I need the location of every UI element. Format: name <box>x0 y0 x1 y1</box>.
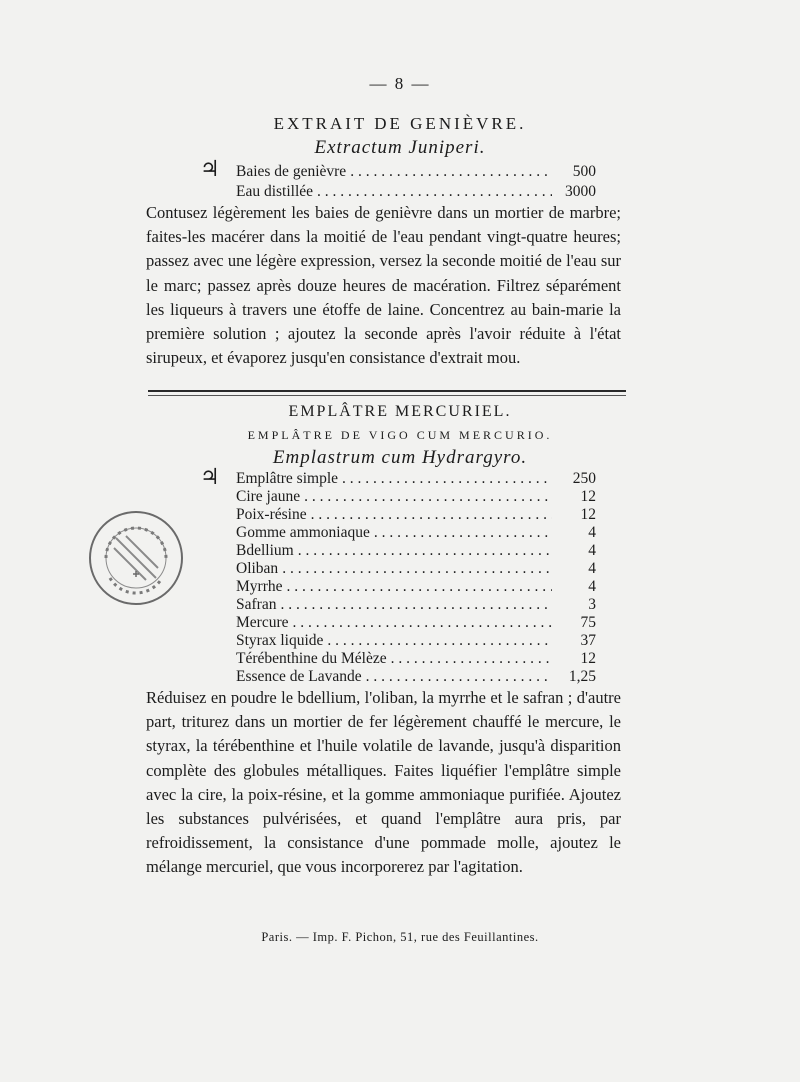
ingredient-qty: 1,25 <box>568 668 596 685</box>
ingredient-row <box>236 667 596 687</box>
ingredient-name: Eau distillée <box>236 183 314 200</box>
section2-title: EMPLÂTRE MERCURIEL. <box>288 403 512 420</box>
ingredient-qty: 12 <box>580 650 596 667</box>
ingredient-name: Baies de genièvre <box>236 163 347 180</box>
section1-title: EXTRAIT DE GENIÈVRE. <box>273 114 527 133</box>
ingredient-qty: 4 <box>588 542 596 559</box>
ingredient-qty: 3 <box>588 596 596 613</box>
ingredient-row <box>236 182 596 202</box>
ingredient-name: Oliban <box>236 560 279 577</box>
ingredient-qty: 500 <box>572 163 596 180</box>
ingredient-name: Safran <box>236 596 277 613</box>
ingredient-name: Emplâtre simple <box>236 470 339 487</box>
ingredient-name: Bdellium <box>236 542 294 559</box>
ingredient-row <box>236 649 596 669</box>
library-stamp <box>86 508 186 608</box>
ingredient-row <box>236 559 596 579</box>
ingredient-row <box>236 505 596 525</box>
ingredient-qty: 12 <box>580 488 596 505</box>
ingredient-qty: 75 <box>580 614 596 631</box>
ingredient-qty: 250 <box>572 470 596 487</box>
ingredient-qty: 3000 <box>565 183 596 200</box>
section-divider-thin <box>148 395 626 396</box>
ingredient-row <box>236 469 596 489</box>
ingredient-row <box>236 613 596 633</box>
ingredient-row <box>236 595 596 615</box>
section1-latin-title: Extractum Juniperi. <box>314 137 486 158</box>
ingredient-row <box>236 577 596 597</box>
ingredient-name: Gomme ammoniaque <box>236 524 370 541</box>
ingredient-row <box>236 631 596 651</box>
ingredient-qty: 4 <box>588 578 596 595</box>
ingredient-qty: 4 <box>588 560 596 577</box>
ingredient-name: Poix-résine <box>236 506 307 523</box>
section2-instructions: Réduisez en poudre le bdellium, l'oliban, la myrrhe et le safran ; d'autre part, triturez dans un mortier de fer légèrement chauffé le mercure, le styrax, la térébenthine et l'huile volatile de lavande, jusqu'à disparition complète des globules métalliques. Faites liquéfier l'emplâtre simple avec la cire, la poix-résine, et la gomme ammoniaque purifiée. Ajoutez les substances pulvérisées, et quand l'emplâtre aura pris, par refroidissement, la consistance d'une pommade molle, ajoutez le mélange mercuriel, que vous incorporerez par l'agitation. <box>146 688 621 877</box>
ingredient-row <box>236 541 596 561</box>
ingredient-row <box>236 162 596 182</box>
ingredient-qty: 12 <box>580 506 596 523</box>
section-divider <box>148 390 626 392</box>
ingredient-name: Mercure <box>236 614 289 631</box>
printer-footer: Paris. — Imp. F. Pichon, 51, rue des Feuillantines. <box>261 930 539 944</box>
ingredient-qty: 37 <box>580 632 596 649</box>
ingredient-row <box>236 523 596 543</box>
recipe-symbol-icon: ♃ <box>200 156 220 181</box>
page-number: — 8 — <box>369 74 431 93</box>
ingredient-row <box>236 487 596 507</box>
section2-subtitle: EMPLÂTRE DE VIGO CUM MERCURIO. <box>247 428 553 442</box>
ingredient-name: Térébenthine du Mélèze <box>236 650 387 667</box>
ingredient-name: Cire jaune <box>236 488 301 505</box>
ingredient-name: Styrax liquide <box>236 632 324 649</box>
ingredient-qty: 4 <box>588 524 596 541</box>
ingredient-name: Essence de Lavande <box>236 668 362 685</box>
section1-instructions: Contusez légèrement les baies de genièvre dans un mortier de marbre; faites-les macérer dans la moitié de l'eau pendant vingt-quatre heures; passez avec une légère expression, versez la seconde moitié de l'eau sur le marc; passez après douze heures de macération. Filtrez séparément les liqueurs à travers une étoffe de laine. Concentrez au bain-marie la première solution ; ajoutez la seconde après l'avoir réduite à l'état sirupeux, et évaporez jusqu'en consistance d'extrait mou. <box>146 203 621 368</box>
section2-latin-title: Emplastrum cum Hydrargyro. <box>272 447 528 468</box>
recipe-symbol-icon: ♃ <box>200 464 220 489</box>
ingredient-name: Myrrhe <box>236 578 283 595</box>
